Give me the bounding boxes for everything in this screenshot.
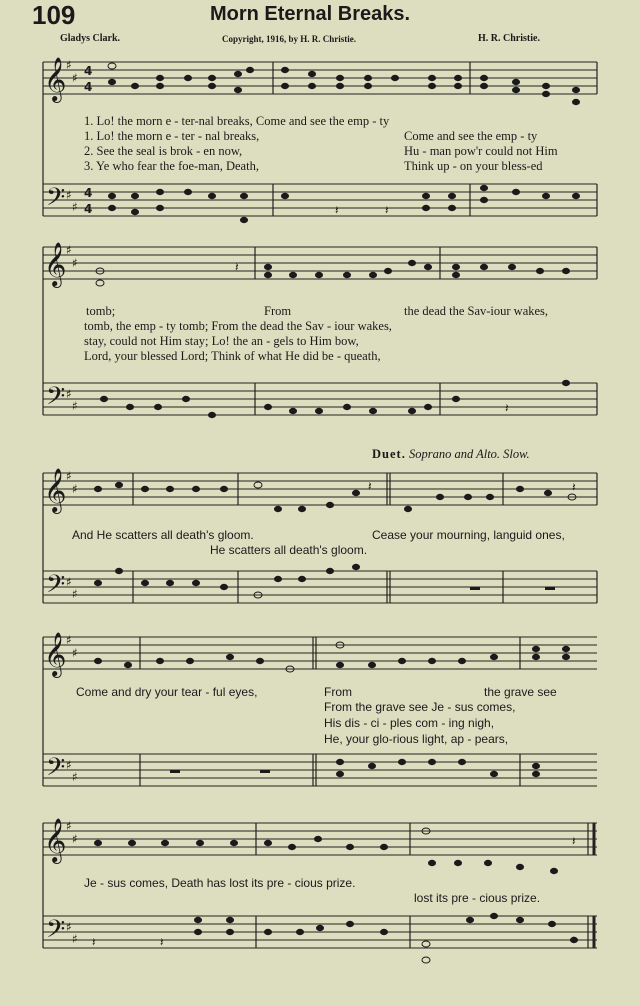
svg-text:♯: ♯ xyxy=(66,633,72,647)
verse-3-line: 3. Ye who fear the foe-man, Death, xyxy=(84,159,259,173)
verse-1-line: lost its pre - cious prize. xyxy=(414,891,541,905)
hymn-number: 109 xyxy=(32,0,76,30)
verse-3-line: Lord, your blessed Lord; Think of what He did be - queath, xyxy=(84,349,381,363)
svg-text:𝄽: 𝄽 xyxy=(572,834,576,848)
verse-1-line: tomb, the emp - ty tomb; From the dead the Sav - iour wakes, xyxy=(84,319,392,333)
svg-text:𝄞: 𝄞 xyxy=(44,468,67,512)
svg-text:♯: ♯ xyxy=(66,575,72,589)
svg-text:𝄞: 𝄞 xyxy=(44,818,67,862)
svg-text:𝄽: 𝄽 xyxy=(572,933,576,947)
verse-text: From xyxy=(324,685,352,699)
composer-credit: H. R. Christie. xyxy=(478,33,540,44)
svg-text:4: 4 xyxy=(84,80,93,94)
svg-text:𝄢: 𝄢 xyxy=(46,915,66,950)
verse-text: And He scatters all death's gloom. xyxy=(72,528,254,542)
hymn-title: Morn Eternal Breaks. xyxy=(210,3,411,25)
svg-text:𝄞: 𝄞 xyxy=(44,632,67,676)
verse-text: From xyxy=(264,304,292,318)
verse-3-line: He, your glo-rious light, ap - pears, xyxy=(324,732,509,746)
verse-2-line: 2. See the seal is brok - en now, xyxy=(84,144,243,158)
svg-text:𝄢: 𝄢 xyxy=(46,753,66,788)
svg-text:♯: ♯ xyxy=(72,399,78,413)
svg-text:4: 4 xyxy=(84,64,93,78)
svg-text:𝄽: 𝄽 xyxy=(160,935,164,949)
verse-1-line: From the grave see Je - sus comes, xyxy=(324,700,516,714)
svg-text:♯: ♯ xyxy=(72,646,78,660)
copyright-notice: Copyright, 1916, by H. R. Christie. xyxy=(222,34,357,44)
staff-lines xyxy=(43,62,597,948)
svg-text:4: 4 xyxy=(84,186,93,200)
svg-text:♯: ♯ xyxy=(72,200,78,214)
svg-text:♯: ♯ xyxy=(72,256,78,270)
svg-text:♯: ♯ xyxy=(66,469,72,483)
verse-3-line-b: Think up - on your bless-ed xyxy=(404,159,543,173)
clefs xyxy=(44,57,66,950)
verse-2-line: His dis - ci - ples com - ing nigh, xyxy=(324,716,495,730)
verse-2-line: stay, could not Him stay; Lo! the an - gels to Him bow, xyxy=(84,334,359,348)
svg-text:♯: ♯ xyxy=(66,188,72,202)
verse-text: Come and dry your tear - ful eyes, xyxy=(76,685,258,699)
notes xyxy=(95,63,580,963)
verse-text: the grave see xyxy=(484,685,557,699)
svg-text:𝄽: 𝄽 xyxy=(235,260,239,274)
svg-text:♯: ♯ xyxy=(66,758,72,772)
svg-text:♯: ♯ xyxy=(72,770,78,784)
svg-text:𝄢: 𝄢 xyxy=(46,183,66,218)
svg-text:𝄽: 𝄽 xyxy=(572,480,576,494)
svg-text:𝄽: 𝄽 xyxy=(92,935,96,949)
duet-label: Duet. xyxy=(372,447,406,461)
verse-text: 1. Lo! the morn e - ter-nal breaks, Come and see the emp - ty xyxy=(84,114,390,128)
author-credit: Gladys Clark. xyxy=(60,33,121,44)
duet-direction xyxy=(372,447,530,462)
svg-text:♯: ♯ xyxy=(72,587,78,601)
svg-text:𝄽: 𝄽 xyxy=(335,203,339,217)
svg-text:♯: ♯ xyxy=(72,932,78,946)
key-signatures xyxy=(66,58,78,946)
svg-text:♯: ♯ xyxy=(66,243,72,257)
svg-text:♯: ♯ xyxy=(66,819,72,833)
svg-text:♯: ♯ xyxy=(66,920,72,934)
duet-text: Soprano and Alto. Slow. xyxy=(408,447,530,461)
svg-text:𝄢: 𝄢 xyxy=(46,382,66,417)
svg-text:♯: ♯ xyxy=(66,387,72,401)
svg-text:𝄞: 𝄞 xyxy=(44,57,67,101)
verse-1-line: 1. Lo! the morn e - ter - nal breaks, xyxy=(84,129,260,143)
svg-text:𝄽: 𝄽 xyxy=(385,203,389,217)
svg-text:𝄢: 𝄢 xyxy=(46,570,66,605)
verse-text: tomb; xyxy=(86,304,116,318)
svg-text:𝄞: 𝄞 xyxy=(44,242,67,286)
verse-1-line: He scatters all death's gloom. xyxy=(210,543,368,557)
svg-text:♯: ♯ xyxy=(72,71,78,85)
verse-text: the dead the Sav-iour wakes, xyxy=(404,304,549,318)
verse-text: Cease your mourning, languid ones, xyxy=(372,528,565,542)
svg-text:𝄽: 𝄽 xyxy=(505,401,509,415)
verse-text: Je - sus comes, Death has lost its pre - cious prize. xyxy=(84,876,356,890)
svg-text:𝄽: 𝄽 xyxy=(368,479,372,493)
verse-1-line-b: Come and see the emp - ty xyxy=(404,129,538,143)
verse-2-line-b: Hu - man pow'r could not Him xyxy=(404,144,558,158)
svg-text:♯: ♯ xyxy=(72,482,78,496)
svg-text:4: 4 xyxy=(84,202,93,216)
svg-text:♯: ♯ xyxy=(66,58,72,72)
svg-text:♯: ♯ xyxy=(72,832,78,846)
